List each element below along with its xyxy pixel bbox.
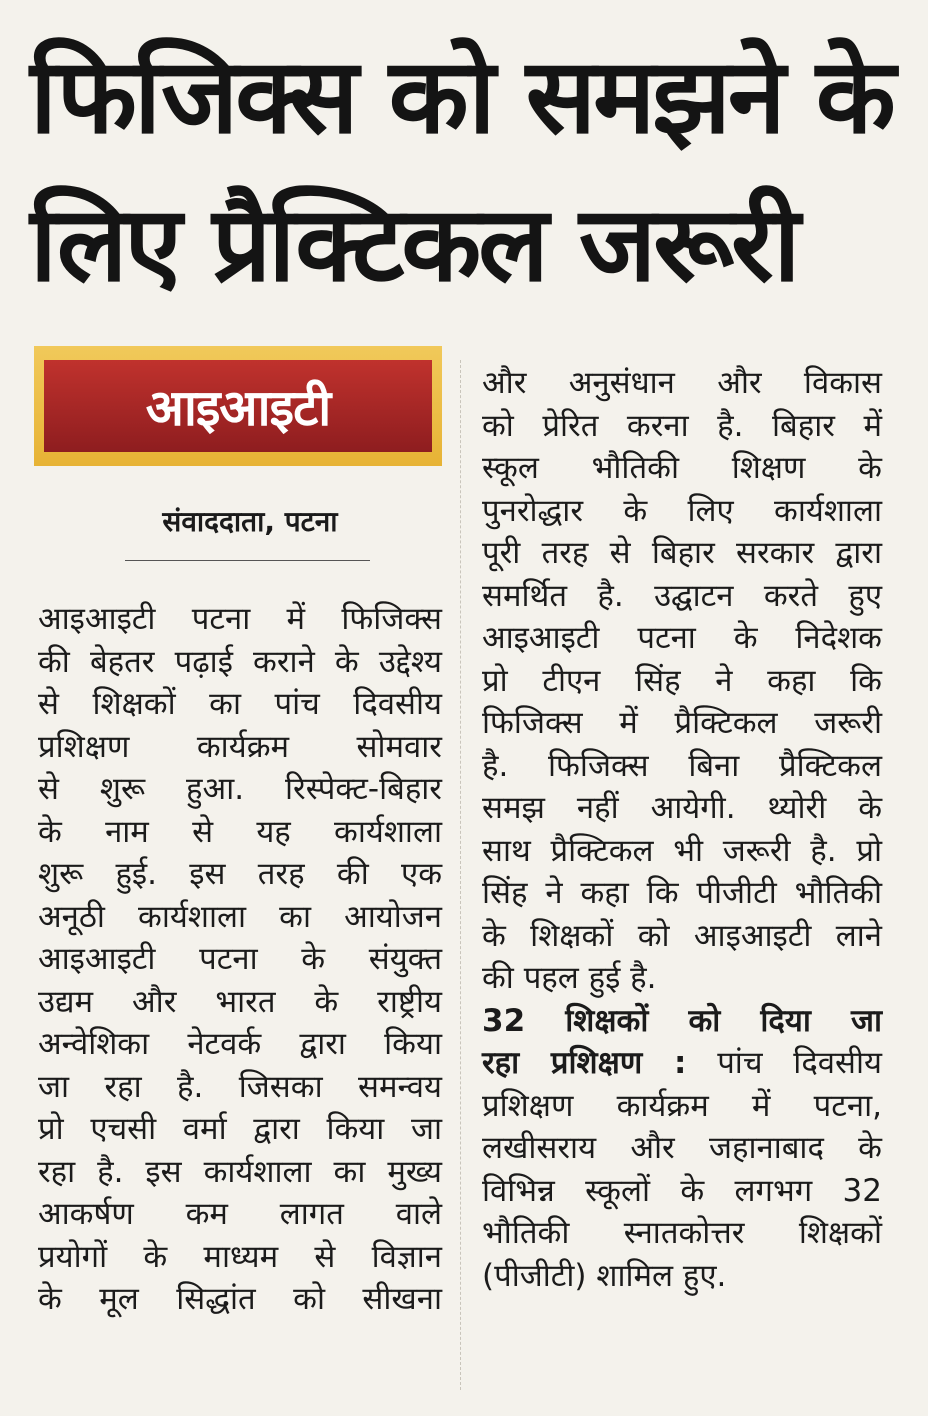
text-line: की बेहतर पढ़ाई कराने के उद्देश्य <box>38 643 442 680</box>
subhead-rest: पांच दिवसीय <box>686 1045 882 1081</box>
text-line: आइआइटी पटना में फिजिक्स <box>38 601 442 637</box>
text-line: फिजिक्स में प्रैक्टिकल जरूरी <box>482 705 882 741</box>
text-line: से शिक्षकों का पांच दिवसीय <box>38 686 442 722</box>
text-line: और अनुसंधान और विकास <box>482 365 882 401</box>
byline-divider <box>125 560 370 561</box>
headline-line-1: फिजिक्स को समझने के <box>30 35 893 157</box>
headline <box>30 22 900 318</box>
column-divider <box>460 360 461 1390</box>
text-line: जा रहा है. जिसका समन्वय <box>38 1068 442 1105</box>
text-line: अनूठी कार्यशाला का आयोजन <box>38 898 442 935</box>
byline: संवाददाता, पटना <box>162 505 338 538</box>
subhead-bold: रहा प्रशिक्षण : <box>482 1045 687 1081</box>
text-line: को प्रेरित करना है. बिहार में <box>482 407 882 444</box>
text-line: प्रो टीएन सिंह ने कहा कि <box>482 662 882 699</box>
text-line: है. फिजिक्स बिना प्रैक्टिकल <box>482 747 882 784</box>
text-line: प्रो एचसी वर्मा द्वारा किया जा <box>38 1111 442 1147</box>
text-line: की पहल हुई है. <box>482 960 657 996</box>
text-line: प्रयोगों के माध्यम से विज्ञान <box>38 1238 442 1275</box>
text-line: विभिन्न स्कूलों के लगभग 32 <box>482 1172 882 1209</box>
text-line: के नाम से यह कार्यशाला <box>38 813 442 850</box>
text-line: साथ प्रैक्टिकल भी जरूरी है. प्रो <box>482 832 882 869</box>
text-line: अन्वेशिका नेटवर्क द्वारा किया <box>38 1026 442 1062</box>
text-line: लखीसराय और जहानाबाद के <box>482 1130 882 1166</box>
text-line: आइआइटी पटना के निदेशक <box>482 620 882 656</box>
text-line: के शिक्षकों को आइआइटी लाने <box>482 917 882 954</box>
text-line: उद्यम और भारत के राष्ट्रीय <box>38 983 442 1020</box>
section-tag <box>34 346 442 466</box>
text-line: पूरी तरह से बिहार सरकार द्वारा <box>482 535 882 571</box>
text-line: से शुरू हुआ. रिस्पेक्ट-बिहार <box>38 771 442 807</box>
text-line: पुनरोद्धार के लिए कार्यशाला <box>482 492 882 529</box>
subhead-line-2 <box>482 1042 882 1085</box>
text-line: (पीजीटी) शामिल हुए. <box>482 1257 727 1294</box>
headline-line-2: लिए प्रैक्टिकल जरूरी <box>30 183 798 305</box>
section-tag-label: आइआइटी <box>44 360 432 452</box>
text-line: आकर्षण कम लागत वाले <box>38 1196 442 1232</box>
text-line: प्रशिक्षण कार्यक्रम सोमवार <box>38 728 442 765</box>
text-line: प्रशिक्षण कार्यक्रम में पटना, <box>482 1087 882 1124</box>
text-line: स्कूल भौतिकी शिक्षण के <box>482 450 882 486</box>
text-line: समर्थित है. उद्घाटन करते हुए <box>482 577 882 614</box>
subhead-line-1: 32 शिक्षकों को दिया जा <box>482 1002 882 1039</box>
article-column-left <box>38 598 442 1321</box>
article-column-right <box>482 362 882 1297</box>
text-line: भौतिकी स्नातकोत्तर शिक्षकों <box>482 1215 882 1251</box>
text-line: रहा है. इस कार्यशाला का मुख्य <box>38 1153 442 1190</box>
text-line: आइआइटी पटना के संयुक्त <box>38 941 442 977</box>
text-line: सिंह ने कहा कि पीजीटी भौतिकी <box>482 875 882 911</box>
text-line: समझ नहीं आयेगी. थ्योरी के <box>482 790 882 826</box>
text-line: शुरू हुई. इस तरह की एक <box>38 856 442 892</box>
text-line: के मूल सिद्धांत को सीखना <box>38 1281 442 1317</box>
